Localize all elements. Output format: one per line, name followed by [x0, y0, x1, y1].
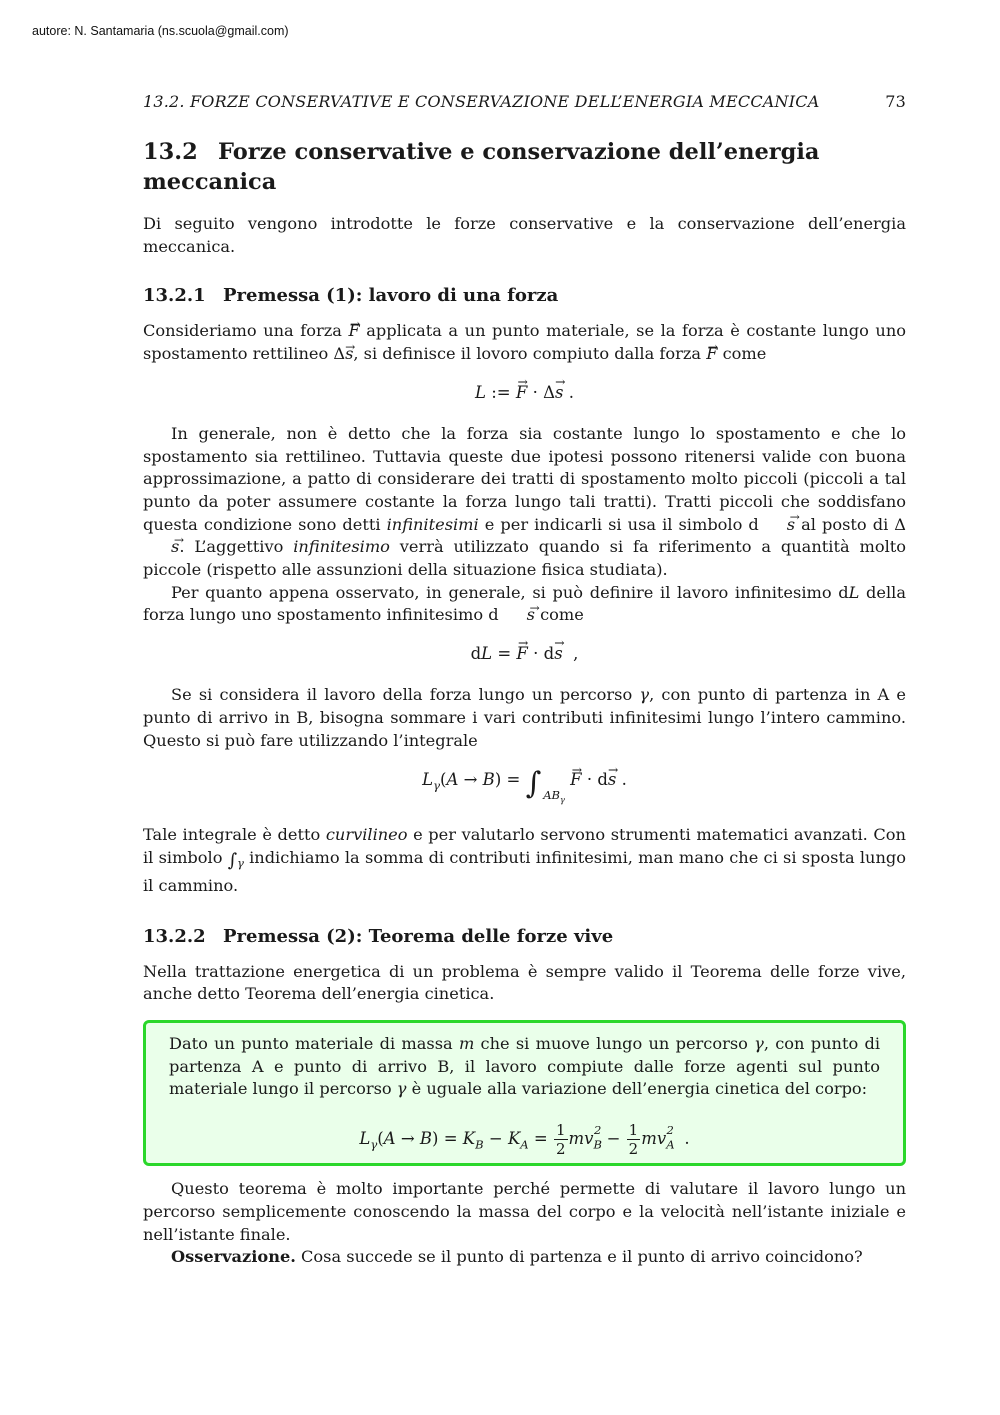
paragraph-infinitesimal	[143, 423, 906, 582]
equation-line-integral: $L_\gamma(A \to B)$ = ∫ $_{AB_\gamma}$ → F · d→ s .	[143, 766, 906, 816]
text-run: Consideriamo una forza	[143, 321, 349, 341]
subsection-title-2: Premessa (2): Teorema delle forze vive	[223, 925, 614, 947]
text-run: . L’aggettivo	[179, 537, 294, 557]
text-run: , con punto di partenza in A e punto di arrivo in B, bisogna sommare i vari contributi infinitesimi lungo l’intero cammino. Questo si può fare utilizzando l’integrale	[143, 685, 907, 750]
equation-infinitesimal-work: dL = → F · d→ s ,	[143, 644, 906, 672]
text-run: In generale, non è detto che la forza sia costante lungo lo spostamento e che lo spostamento sia rettilineo. Tuttavia queste due ipotesi possono ritenersi valide con buona approssimazione, a patto di considerare dei tratti di spostamento molto piccoli (piccoli a tal punto da poter assumere costante la forza lungo tali tratti). Tratti piccoli che soddisfano questa condizione sono detti	[143, 423, 906, 534]
section-heading	[143, 137, 906, 197]
symbol-L: L	[848, 582, 860, 602]
paragraph-curvilinear: Tale integrale è detto curvilineo e per valutarlo servono strumenti matematici avanzati. Con il simbolo $\int_\gamma$ indichiamo la somma di contributi infinitesimi, man mano che ci si sposta lungo il cammino.	[143, 825, 906, 895]
page-number: 73	[885, 92, 906, 111]
text-run: è uguale alla variazione dell’energia cinetica del corpo:	[406, 1079, 868, 1099]
section-number: 13.2	[143, 139, 198, 165]
vector-s: → s	[143, 536, 179, 559]
paragraph-force-definition	[143, 320, 906, 365]
equation-work-definition: L := → F · Δ→ s .	[143, 383, 906, 411]
subsection-number-2: 13.2.2	[143, 925, 206, 947]
section-intro: Di seguito vengono introdotte le forze conservative e la conservazione dell’energia meccanica.	[143, 214, 906, 256]
vector-s: → s	[499, 604, 535, 627]
text-run: Se si considera il lavoro della forza lungo un percorso	[171, 685, 640, 705]
paragraph-theorem-importance: Questo teorema è molto importante perché permette di valutare il lavoro lungo un percorso semplicemente conoscendo la massa del corpo e la velocità nell’istante iniziale e nell’istante finale.	[143, 1179, 906, 1244]
vector-F: → F	[348, 320, 359, 343]
subsection-heading-2	[143, 924, 906, 950]
integral-symbol: ∫	[227, 849, 238, 871]
theorem-statement	[169, 1033, 880, 1101]
text-run: della forza lungo uno spostamento infinitesimo d	[143, 582, 906, 625]
text-run: Dato un punto materiale di massa	[169, 1034, 459, 1053]
paragraph-infinitesimal-work	[143, 582, 906, 627]
text-run: e per indicarli si usa il simbolo d	[478, 514, 759, 534]
symbol-gamma: γ	[639, 685, 650, 705]
text-run: e per valutarlo servono strumenti matematici avanzati. Con il simbolo	[143, 825, 906, 867]
theorem-box	[143, 1020, 906, 1166]
subsection-title-1: Premessa (1): lavoro di una forza	[223, 285, 559, 307]
symbol-m: m	[458, 1034, 475, 1053]
section-title: Forze conservative e conservazione dell’energia meccanica	[143, 139, 820, 195]
symbol-gamma: γ	[396, 1079, 407, 1099]
text-run: al posto di Δ	[795, 514, 906, 534]
paragraph-path-work	[143, 684, 906, 752]
paragraph-theorem-intro: Nella trattazione energetica di un problema è sempre valido il Teorema delle forze vive, anche detto Teorema dell’energia cinetica.	[143, 961, 906, 1004]
text-run: , con punto di partenza A e punto di arrivo B, il lavoro compiute dalle forze agenti sul punto materiale lungo il percorso	[169, 1034, 880, 1099]
text-run: come	[717, 344, 767, 364]
observation-text: Cosa succede se il punto di partenza e il punto di arrivo coincidono?	[295, 1247, 863, 1267]
running-head-title: 13.2. FORZE CONSERVATIVE E CONSERVAZIONE DELL’ENERGIA MECCANICA	[143, 92, 820, 111]
text-run: , si definisce il lovoro compiuto dalla forza	[353, 344, 707, 364]
emphasis-infinitesimo: infinitesimo	[293, 537, 390, 557]
text-run: applicata a un punto materiale, se la forza è costante lungo uno spostamento rettilineo Δ	[143, 321, 906, 364]
subsection-heading-1	[143, 283, 906, 309]
text-run: Tale integrale è detto	[143, 825, 326, 845]
emphasis-infinitesimi: infinitesimi	[386, 514, 479, 534]
text-run: Per quanto appena osservato, in generale, si può definire il lavoro infinitesimo d	[171, 582, 849, 602]
text-run: che si muove lungo un percorso	[474, 1034, 755, 1053]
symbol-gamma: γ	[754, 1034, 764, 1053]
emphasis-curvilineo: curvilineo	[325, 825, 408, 845]
observation-label: Osservazione.	[171, 1247, 296, 1267]
subsection-number-1: 13.2.1	[143, 285, 206, 307]
text-run: verrà utilizzato quando si fa riferimento a quantità molto piccole (rispetto alle assunzioni della situazione fisica studiata).	[143, 537, 906, 580]
paragraph-observation	[143, 1246, 906, 1269]
running-head	[143, 92, 906, 116]
vector-F: → F	[706, 343, 717, 366]
equation-work-energy-theorem: $L_\gamma(A \to B) = K_B - K_A$ = $\frac{1}{2}$ $mv_B^2$ − $\frac{1}{2}$ $mv_A^2$ .	[359, 1121, 690, 1159]
page-content	[143, 92, 906, 1269]
text-run: indichiamo la somma di contributi infinitesimi, man mano che ci si sposta lungo il cammino.	[143, 847, 906, 895]
vector-s: → s	[345, 343, 353, 366]
text-run: come	[534, 605, 584, 625]
vector-s: → s	[759, 514, 795, 537]
author-line: autore: N. Santamaria (ns.scuola@gmail.com)	[32, 24, 289, 38]
